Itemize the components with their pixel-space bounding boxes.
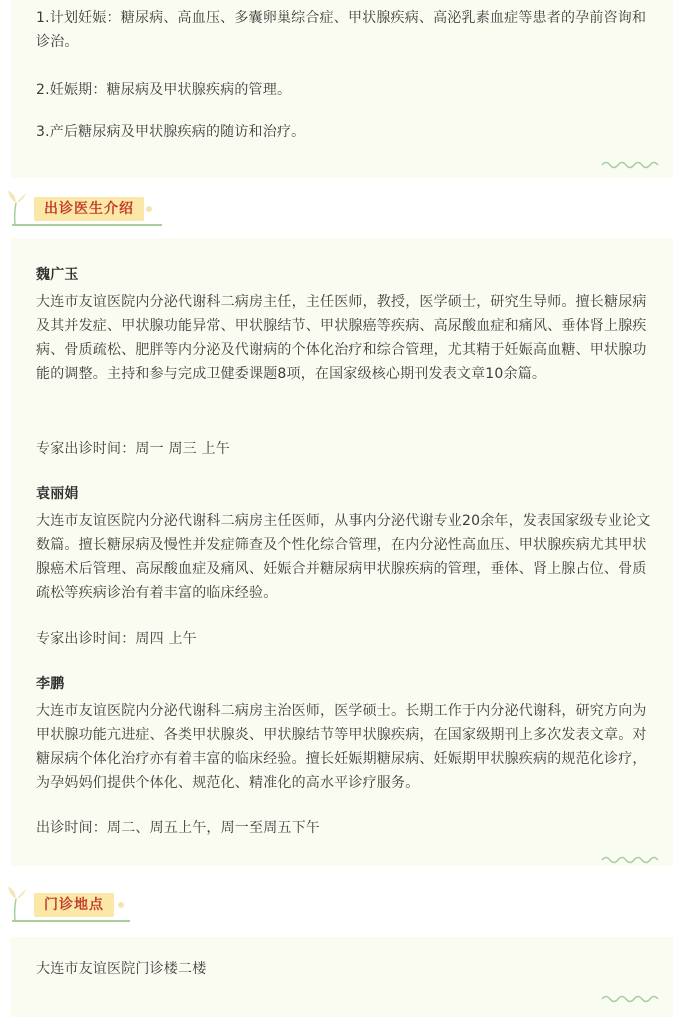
doctor-name: 袁丽娟 bbox=[36, 486, 79, 502]
decor-dot bbox=[146, 206, 152, 212]
doctor-schedule: 专家出诊时间：周一 周三 上午 bbox=[36, 441, 230, 457]
section-underline bbox=[12, 920, 130, 922]
wave-divider-icon bbox=[601, 854, 659, 864]
section-title: 门诊地点 bbox=[34, 893, 114, 917]
doctor-schedule: 出诊时间：周二、周五上午，周一至周五下午 bbox=[36, 820, 320, 836]
wave-divider-icon bbox=[601, 993, 659, 1003]
doctor-name: 李鹏 bbox=[36, 676, 65, 692]
decor-dot bbox=[118, 902, 124, 908]
wave-divider-icon bbox=[601, 159, 659, 169]
section-underline bbox=[12, 224, 162, 226]
location-text: 大连市友谊医院门诊楼二楼 bbox=[36, 961, 207, 977]
service-item: 3.产后糖尿病及甲状腺疾病的随访和治疗。 bbox=[36, 124, 306, 140]
section-title: 出诊医生介绍 bbox=[34, 197, 144, 221]
doctor-bio: 大连市友谊医院内分泌代谢科二病房主任，主任医师，教授，医学硕士，研究生导师。擅长糖尿病及其并发症、甲状腺功能异常、甲状腺结节、甲状腺癌等疾病、高尿酸血症和痛风、垂体肾上腺疾病、骨质疏松、肥胖等内分泌及代谢病的个体化治疗和综合管理，尤其精于妊娠高血糖、甲状腺功能的调整。主持和参与完成卫健委课题8项，在国家级核心期刊发表文章10余篇。 bbox=[36, 294, 647, 382]
doctor-name: 魏广玉 bbox=[36, 267, 79, 283]
services-card bbox=[11, 0, 673, 178]
service-item: 2.妊娠期：糖尿病及甲状腺疾病的管理。 bbox=[36, 82, 292, 98]
doctor-bio: 大连市友谊医院内分泌代谢科二病房主治医师，医学硕士。长期工作于内分泌代谢科，研究方向为甲状腺功能亢进症、各类甲状腺炎、甲状腺结节等甲状腺疾病，在国家级期刊上多次发表文章。对糖尿病个体化治疗亦有着丰富的临床经验。擅长妊娠期糖尿病、妊娠期甲状腺疾病的规范化诊疗，为孕妈妈们提供个体化、规范化、精准化的高水平诊疗服务。 bbox=[36, 703, 647, 791]
section-header-doctors bbox=[6, 197, 166, 227]
doctors-card bbox=[11, 238, 673, 866]
doctor-schedule: 专家出诊时间：周四 上午 bbox=[36, 631, 197, 647]
location-card bbox=[11, 937, 673, 1017]
section-header-location bbox=[6, 893, 136, 923]
doctor-bio: 大连市友谊医院内分泌代谢科二病房主任医师，从事内分泌代谢专业20余年，发表国家级专业论文数篇。擅长糖尿病及慢性并发症筛查及个性化综合管理，在内分泌性高血压、甲状腺疾病尤其甲状腺癌术后管理、高尿酸血症及痛风、妊娠合并糖尿病甲状腺疾病的管理，垂体、肾上腺占位、骨质疏松等疾病诊治有着丰富的临床经验。 bbox=[36, 513, 651, 601]
service-item: 1.计划妊娠：糖尿病、高血压、多囊卵巢综合症、甲状腺疾病、高泌乳素血症等患者的孕前咨询和诊治。 bbox=[36, 10, 647, 50]
